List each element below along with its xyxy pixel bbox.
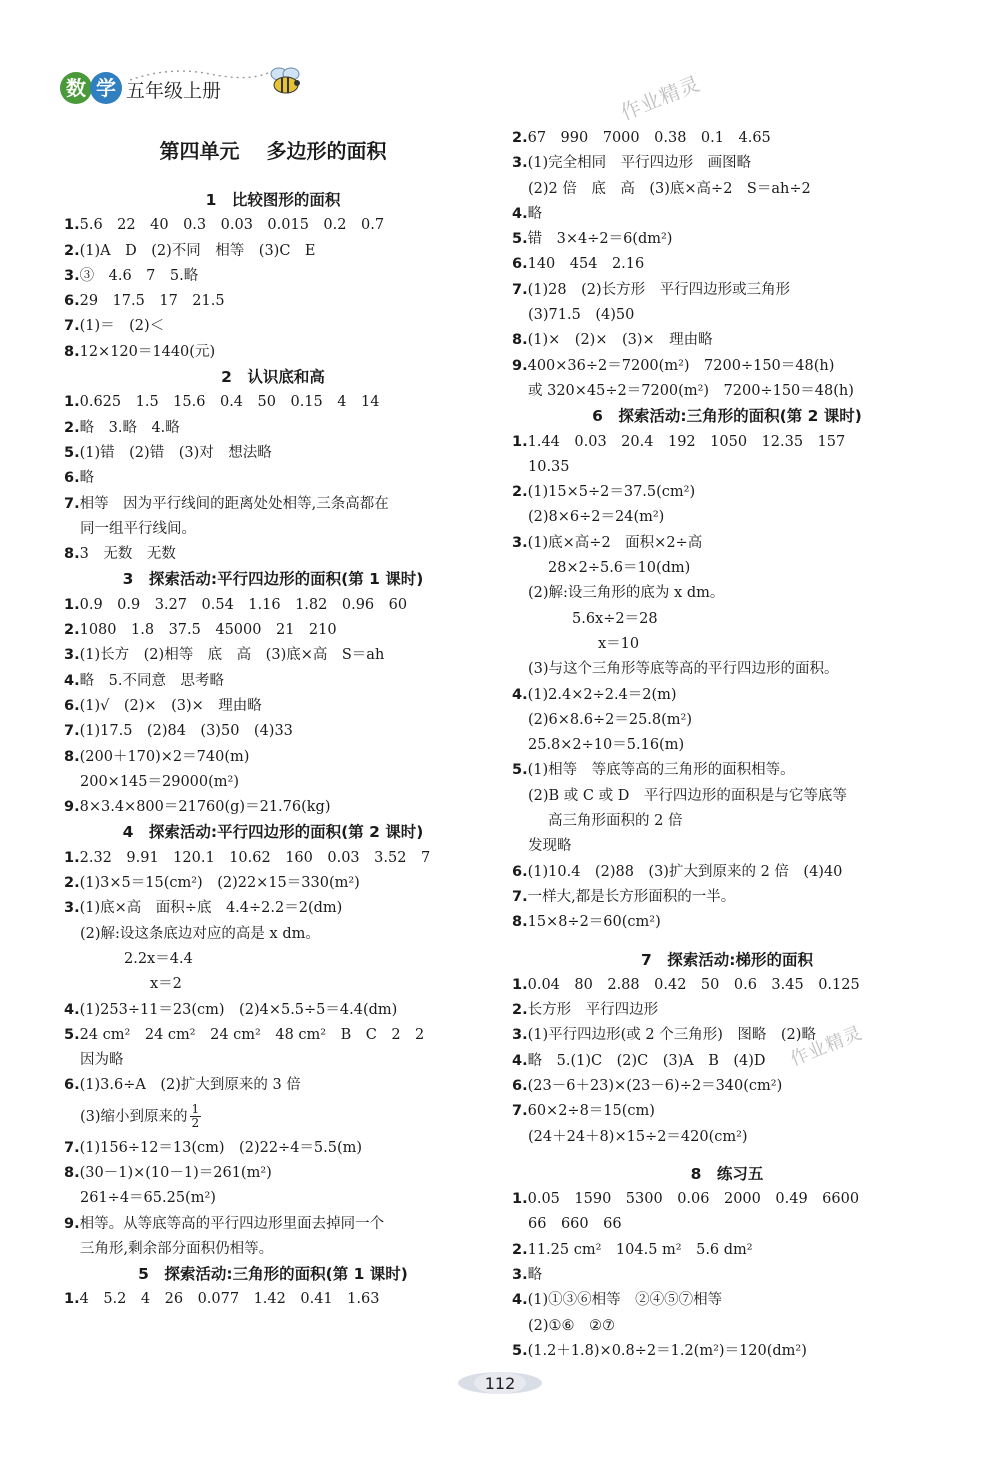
item-number: 7. (512, 281, 528, 298)
answer-continuation (64, 517, 482, 542)
answer-text: 15×8÷2＝60(cm²) (527, 914, 661, 931)
answer-item (64, 745, 482, 770)
answer-item (512, 1288, 942, 1313)
item-number: 1. (512, 433, 528, 450)
answer-item (512, 480, 942, 505)
left-answer-list (64, 188, 482, 1313)
answer-item (64, 340, 482, 365)
answer-item (64, 998, 482, 1023)
item-number: 8. (64, 546, 80, 563)
fraction (190, 1103, 202, 1130)
answer-text: (30－1)×(10－1)＝261(m²) (79, 1164, 272, 1181)
item-number: 2. (512, 484, 528, 501)
item-number: 6. (64, 1077, 80, 1094)
answer-item (512, 1023, 942, 1048)
answer-text: 400×36÷2＝7200(m²) 7200÷150＝48(h) (527, 357, 835, 374)
answer-text: (1)3×5＝15(cm²) (2)22×15＝330(m²) (79, 875, 360, 892)
answer-item (512, 1099, 942, 1124)
answer-item (512, 126, 942, 151)
answer-text: 略 (527, 1267, 543, 1284)
answer-item (64, 466, 482, 491)
answer-text: (1)①③⑥相等 ②④⑤⑦相等 (527, 1292, 723, 1309)
section-heading: 5 探索活动:三角形的面积(第 1 课时) (138, 1265, 408, 1284)
item-number: 4. (512, 1292, 528, 1309)
answer-item (64, 239, 482, 264)
answer-text: (1)156÷12＝13(cm) (2)22÷4＝5.5(m) (79, 1139, 363, 1156)
answer-text: (2)B 或 C 或 D 平行四边形的面积是与它等底等 (528, 787, 847, 804)
answer-continuation (512, 379, 942, 404)
answer-item (512, 1263, 942, 1288)
answer-text: 长方形 平行四边形 (527, 1002, 659, 1019)
right-answer-list (512, 126, 942, 1364)
unit-title: 第四单元 多边形的面积 (159, 139, 387, 163)
item-number: 1. (64, 596, 80, 613)
answer-text: 同一组平行线间。 (80, 520, 196, 537)
section-heading: 6 探索活动:三角形的面积(第 2 课时) (592, 407, 862, 426)
answer-text: 12×120＝1440(元) (79, 343, 216, 360)
answer-text: 三角形,剩余部分面积仍相等。 (80, 1240, 274, 1257)
answer-item (64, 719, 482, 744)
answer-text: (1.2＋1.8)×0.8÷2＝1.2(m²)＝120(dm²) (527, 1342, 807, 1359)
answer-text: (1)10.4 (2)88 (3)扩大到原来的 2 倍 (4)40 (527, 863, 843, 880)
answer-item (512, 1049, 942, 1074)
item-number: 6. (512, 256, 528, 273)
answer-text: 错 3×4÷2＝6(dm²) (527, 231, 673, 248)
answer-text: (2)2 倍 底 高 (3)底×高÷2 S＝ah÷2 (528, 180, 811, 197)
answer-item (512, 202, 942, 227)
grade-label: 五年级上册 (126, 80, 222, 102)
item-number: 5. (64, 1026, 80, 1043)
watermark: 作业精灵 (787, 1022, 866, 1071)
answer-item (64, 390, 482, 415)
answer-continuation (512, 177, 942, 202)
answer-item (64, 1136, 482, 1161)
item-number: 7. (64, 1139, 80, 1156)
answer-text: (1)＝ (2)＜ (79, 318, 165, 335)
answer-item (512, 252, 942, 277)
answer-text: 相等。从等底等高的平行四边形里面去掉同一个 (79, 1215, 385, 1232)
section-heading: 8 练习五 (690, 1164, 764, 1183)
answer-text: 66 660 66 (528, 1216, 622, 1233)
answer-text: 261÷4＝65.25(m²) (80, 1190, 216, 1207)
item-number: 7. (512, 1103, 528, 1120)
answer-item (64, 896, 482, 921)
answer-text: (1)长方 (2)相等 底 高 (3)底×高 S＝ah (79, 647, 385, 664)
answer-text: (1)√ (2)× (3)× 理由略 (79, 697, 262, 714)
answer-continuation (64, 972, 482, 997)
answer-continuation (512, 505, 942, 530)
answer-text: 2.32 9.91 120.1 10.62 160 0.03 3.52 7 (79, 849, 431, 866)
item-number: 3. (64, 647, 80, 664)
bee-icon (265, 66, 307, 96)
answer-text: 29 17.5 17 21.5 (79, 293, 225, 310)
answer-text: (2)①⑥ ②⑦ (528, 1317, 616, 1334)
item-number: 1. (512, 1191, 528, 1208)
answer-item (512, 910, 942, 935)
answer-text: (1)253÷11＝23(cm) (2)4×5.5÷5＝4.4(dm) (79, 1001, 398, 1018)
answer-text: (1)底×高 面积÷底 4.4÷2.2＝2(dm) (79, 900, 343, 917)
answer-item (64, 441, 482, 466)
answer-item (64, 593, 482, 618)
answer-continuation (512, 303, 942, 328)
answer-text: 略 (527, 205, 543, 222)
answer-text: (24＋24＋8)×15÷2＝420(cm²) (528, 1128, 748, 1145)
section-heading: 4 探索活动:平行四边形的面积(第 2 课时) (122, 823, 424, 842)
item-number: 3. (64, 267, 80, 284)
spacer (512, 1150, 942, 1162)
item-number: 4. (512, 1052, 528, 1069)
answer-item (64, 643, 482, 668)
answer-item (512, 683, 942, 708)
answer-text: 5.6x÷2＝28 (572, 610, 658, 627)
answer-item (512, 227, 942, 252)
item-number: 4. (512, 686, 528, 703)
math-badge-char-1: 数 (60, 72, 92, 104)
item-number: 9. (512, 357, 528, 374)
answer-item (512, 430, 942, 455)
item-number: 7. (64, 723, 80, 740)
answer-text: 1080 1.8 37.5 45000 21 210 (79, 622, 337, 639)
answer-item (512, 973, 942, 998)
answer-text: 2.2x＝4.4 (124, 950, 193, 967)
fraction-numerator: 1 (191, 1102, 200, 1117)
item-number: 2. (64, 242, 80, 259)
answer-text: 67 990 7000 0.38 0.1 4.65 (527, 130, 771, 146)
answer-continuation (64, 1186, 482, 1211)
answer-text: 10.35 (528, 458, 570, 475)
item-number: 7. (64, 318, 80, 335)
answer-text: (1)完全相同 平行四边形 画图略 (527, 155, 752, 172)
watermark: 作业精灵 (617, 71, 704, 125)
answer-text: (1)平行四边形(或 2 个三角形) 图略 (2)略 (527, 1027, 816, 1044)
item-number: 1. (64, 1291, 80, 1308)
answer-text: 或 320×45÷2＝7200(m²) 7200÷150＝48(h) (528, 382, 854, 399)
item-number: 7. (64, 495, 80, 512)
section-heading: 3 探索活动:平行四边形的面积(第 1 课时) (122, 570, 424, 589)
answer-text: x＝10 (598, 635, 640, 652)
answer-item (64, 416, 482, 441)
answer-continuation (512, 708, 942, 733)
item-number: 5. (512, 762, 528, 779)
answer-item (64, 1073, 482, 1098)
answer-item (64, 1161, 482, 1186)
answer-text: 24 cm² 24 cm² 24 cm² 48 cm² B C 2 2 (79, 1026, 425, 1043)
answer-continuation (512, 834, 942, 859)
answer-continuation (512, 581, 942, 606)
answer-item (64, 213, 482, 238)
item-number: 2. (64, 875, 80, 892)
section-heading: 2 认识底和高 (221, 368, 325, 387)
left-column (64, 118, 482, 1313)
answer-item (64, 1023, 482, 1048)
item-number: 8. (64, 1164, 80, 1181)
answer-continuation (64, 1048, 482, 1073)
item-number: 3. (512, 534, 528, 551)
answer-continuation (512, 1125, 942, 1150)
answer-item (64, 492, 482, 517)
answer-text: (200＋170)×2＝740(m) (79, 748, 250, 765)
answer-text: (1)15×5÷2＝37.5(cm²) (527, 484, 696, 501)
answer-item (512, 531, 942, 556)
section-heading: 7 探索活动:梯形的面积 (641, 950, 813, 969)
answer-text: 0.05 1590 5300 0.06 2000 0.49 6600 (527, 1191, 860, 1208)
item-number: 6. (64, 470, 80, 487)
answer-continuation (64, 770, 482, 795)
answer-text: (23－6＋23)×(23－6)÷2＝340(cm²) (527, 1077, 783, 1094)
answer-continuation (512, 784, 942, 809)
answer-item (64, 795, 482, 820)
item-number: 2. (64, 419, 80, 436)
answer-item (512, 758, 942, 783)
answer-text: 高三角形面积的 2 倍 (548, 813, 683, 830)
answer-item (64, 1287, 482, 1312)
answer-text: (2)解:设三角形的底为 x dm。 (528, 585, 725, 602)
book-header (60, 62, 320, 112)
item-number: 2. (64, 622, 80, 639)
item-number: 7. (512, 888, 528, 905)
answer-continuation (64, 947, 482, 972)
answer-text: ③ 4.6 7 5.略 (79, 267, 199, 284)
answer-text: 5.6 22 40 0.3 0.03 0.015 0.2 0.7 (79, 217, 385, 234)
item-number: 3. (512, 1027, 528, 1044)
answer-text: 0.04 80 2.88 0.42 50 0.6 3.45 0.125 (527, 976, 860, 993)
answer-item (64, 1212, 482, 1237)
answer-text: 8×3.4×800＝21760(g)＝21.76(kg) (79, 799, 331, 816)
answer-item (64, 264, 482, 289)
answer-item (512, 1187, 942, 1212)
answer-item (512, 1074, 942, 1099)
answer-text: 0.625 1.5 15.6 0.4 50 0.15 4 14 (79, 394, 380, 411)
item-number: 1. (64, 217, 80, 234)
item-number: 1. (64, 394, 80, 411)
answer-text: 200×145＝29000(m²) (80, 773, 240, 790)
answer-text: 1.44 0.03 20.4 192 1050 12.35 157 (527, 433, 846, 450)
item-number: 4. (512, 205, 528, 222)
item-number: 3. (512, 1267, 528, 1284)
answer-item (512, 885, 942, 910)
answer-text: (1)底×高÷2 面积×2÷高 (527, 534, 703, 551)
item-number: 9. (64, 1215, 80, 1232)
item-number: 8. (512, 914, 528, 931)
answer-text: 略 3.略 4.略 (79, 419, 180, 436)
answer-text: (1)相等 等底等高的三角形的面积相等。 (527, 762, 795, 779)
answer-item (512, 328, 942, 353)
answer-item (512, 278, 942, 303)
answer-item (512, 998, 942, 1023)
answer-text: 略 (79, 470, 95, 487)
answer-text: 28×2÷5.6＝10(dm) (548, 560, 691, 577)
answer-continuation (512, 657, 942, 682)
section-heading: 1 比较图形的面积 (205, 191, 341, 209)
page-number: 112 (484, 1374, 516, 1393)
answer-text: 25.8×2÷10＝5.16(m) (528, 737, 685, 754)
answer-continuation (512, 455, 942, 480)
spacer (512, 936, 942, 948)
answer-text: 因为略 (80, 1052, 124, 1069)
answer-continuation (64, 922, 482, 947)
answer-text: 略 5.(1)C (2)C (3)A B (4)D (527, 1052, 766, 1069)
answer-text: (1)28 (2)长方形 平行四边形或三角形 (527, 281, 791, 298)
answer-text: (1)错 (2)错 (3)对 想法略 (79, 444, 272, 461)
answer-text: 140 454 2.16 (527, 256, 645, 273)
answer-text: (2)6×8.6÷2＝25.8(m²) (528, 711, 693, 728)
answer-text: 略 5.不同意 思考略 (79, 672, 224, 689)
item-number: 6. (512, 863, 528, 880)
answer-item (64, 618, 482, 643)
answer-text: 0.9 0.9 3.27 0.54 1.16 1.82 0.96 60 (79, 596, 408, 613)
item-number: 6. (64, 697, 80, 714)
answer-item (512, 1238, 942, 1263)
answer-continuation (512, 632, 942, 657)
answer-item (512, 860, 942, 885)
answer-text: 4 5.2 4 26 0.077 1.42 0.41 1.63 (79, 1291, 380, 1308)
answer-continuation (512, 556, 942, 581)
item-number: 2. (512, 1241, 528, 1258)
answer-item (64, 871, 482, 896)
item-number: 2. (512, 1002, 528, 1019)
answer-continuation (512, 733, 942, 758)
answer-continuation (64, 1237, 482, 1262)
item-number: 4. (64, 1001, 80, 1018)
answer-text: x＝2 (150, 976, 182, 993)
answer-continuation (512, 1314, 942, 1339)
answer-item (512, 354, 942, 379)
item-number: 3. (64, 900, 80, 917)
answer-text: (3)缩小到原来的 (80, 1108, 188, 1125)
answer-item (512, 1339, 942, 1364)
answer-text: 60×2÷8＝15(cm) (527, 1103, 655, 1120)
item-number: 6. (512, 1077, 528, 1094)
item-number: 4. (64, 672, 80, 689)
answer-item (64, 289, 482, 314)
item-number: 5. (64, 444, 80, 461)
item-number: 8. (64, 748, 80, 765)
answer-item (512, 151, 942, 176)
answer-text: (3)与这个三角形等底等高的平行四边形的面积。 (528, 661, 839, 678)
answer-item (64, 669, 482, 694)
item-number: 8. (64, 343, 80, 360)
item-number: 2. (512, 130, 528, 146)
item-number: 5. (512, 231, 528, 248)
item-number: 5. (512, 1342, 528, 1359)
answer-text: (2)8×6÷2＝24(m²) (528, 509, 665, 526)
item-number: 8. (512, 332, 528, 349)
answer-text: (1)17.5 (2)84 (3)50 (4)33 (79, 723, 293, 740)
answer-item (64, 846, 482, 871)
item-number: 1. (64, 849, 80, 866)
answer-text: 11.25 cm² 104.5 m² 5.6 dm² (527, 1241, 753, 1258)
right-column (512, 126, 942, 1364)
answer-text: 3 无数 无数 (79, 546, 176, 563)
answer-item (64, 694, 482, 719)
answer-continuation (64, 1099, 482, 1136)
answer-item (64, 542, 482, 567)
answer-text: 一样大,都是长方形面积的一半。 (527, 888, 736, 905)
answer-text: (2)解:设这条底边对应的高是 x dm。 (80, 925, 320, 942)
answer-text: 相等 因为平行线间的距离处处相等,三条高都在 (79, 495, 389, 512)
answer-item (64, 314, 482, 339)
fraction-denominator: 2 (191, 1116, 200, 1131)
answer-text: 发现略 (528, 838, 572, 855)
answer-continuation (512, 809, 942, 834)
answer-continuation (512, 607, 942, 632)
math-badge-char-2: 学 (90, 72, 122, 104)
answer-continuation (512, 1212, 942, 1237)
item-number: 3. (512, 155, 528, 172)
answer-text: (3)71.5 (4)50 (528, 307, 635, 324)
answer-text: (1)3.6÷A (2)扩大到原来的 3 倍 (79, 1077, 301, 1094)
page-number-badge (456, 1369, 544, 1397)
answer-text: (1)× (2)× (3)× 理由略 (527, 332, 713, 349)
answer-text: (1)A D (2)不同 相等 (3)C E (79, 242, 316, 259)
item-number: 1. (512, 976, 528, 993)
answer-text: (1)2.4×2÷2.4＝2(m) (527, 686, 677, 703)
item-number: 6. (64, 293, 80, 310)
item-number: 9. (64, 799, 80, 816)
